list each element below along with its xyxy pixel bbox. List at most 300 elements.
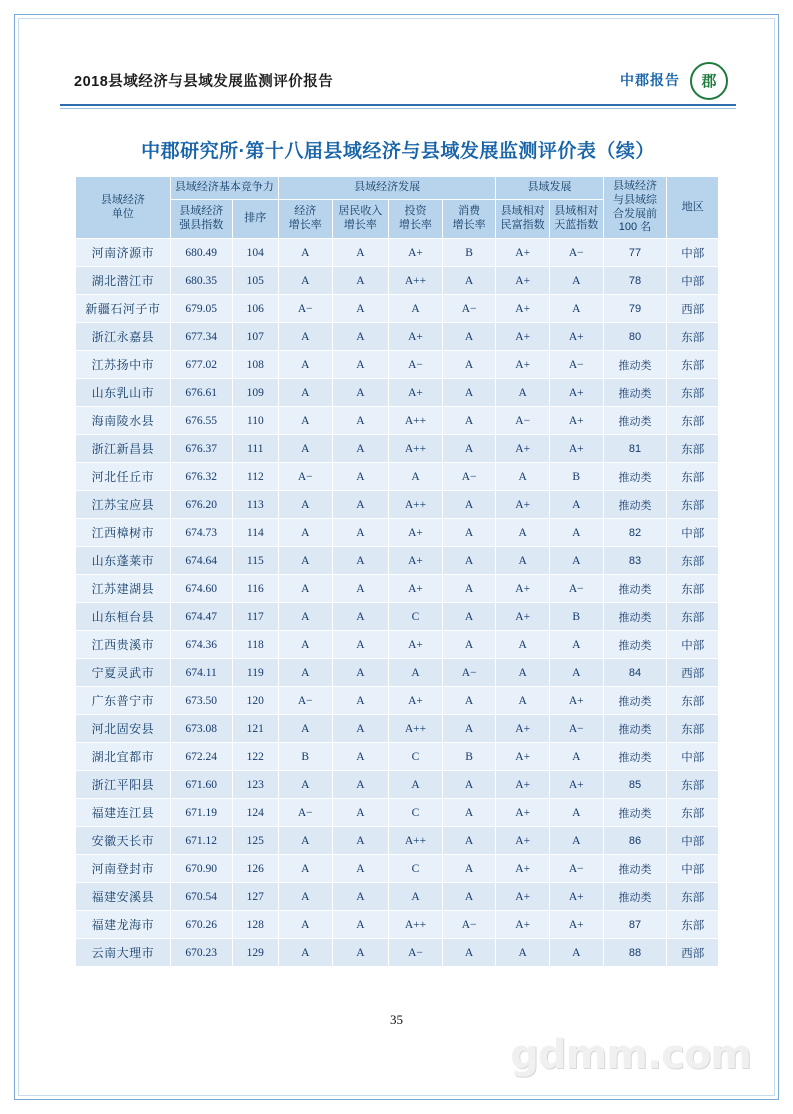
cell-relative-wealth: A+	[496, 239, 550, 267]
table-row	[76, 435, 719, 463]
cell-income-growth: A	[332, 771, 389, 799]
cell-strong-index: 674.11	[170, 659, 232, 687]
cell-relative-sky: A	[549, 491, 603, 519]
table-row	[76, 575, 719, 603]
cell-invest-growth: A++	[389, 715, 443, 743]
cell-econ-growth: A	[278, 659, 332, 687]
cell-region: 东部	[667, 883, 719, 911]
cell-rank: 119	[232, 659, 278, 687]
cell-region: 东部	[667, 435, 719, 463]
cell-relative-wealth: A+	[496, 715, 550, 743]
cell-relative-sky: A+	[549, 323, 603, 351]
cell-region: 东部	[667, 687, 719, 715]
cell-econ-growth: A	[278, 491, 332, 519]
cell-top100: 推动类	[603, 603, 667, 631]
cell-unit: 江西贵溪市	[76, 631, 171, 659]
cell-strong-index: 676.61	[170, 379, 232, 407]
cell-rank: 110	[232, 407, 278, 435]
cell-consume-growth: A	[442, 519, 496, 547]
cell-relative-sky: A+	[549, 883, 603, 911]
table-row	[76, 659, 719, 687]
table-header-row-group	[76, 177, 719, 200]
header-divider-secondary	[60, 108, 736, 109]
table-row	[76, 267, 719, 295]
col-header-strong-index: 县域经济 强县指数	[170, 200, 232, 239]
col-header-unit	[76, 177, 171, 239]
cell-strong-index: 676.32	[170, 463, 232, 491]
table-row	[76, 323, 719, 351]
cell-econ-growth: A	[278, 407, 332, 435]
cell-unit: 江西樟树市	[76, 519, 171, 547]
cell-strong-index: 670.23	[170, 939, 232, 967]
cell-income-growth: A	[332, 435, 389, 463]
cell-unit: 江苏扬中市	[76, 351, 171, 379]
table-row	[76, 603, 719, 631]
cell-econ-growth: A	[278, 939, 332, 967]
cell-unit: 云南大理市	[76, 939, 171, 967]
cell-strong-index: 672.24	[170, 743, 232, 771]
col-group-basic-competitiveness: 县域经济基本竞争力	[170, 177, 278, 200]
cell-relative-wealth: A	[496, 631, 550, 659]
col-group-county-development: 县域发展	[496, 177, 603, 200]
cell-relative-wealth: A+	[496, 267, 550, 295]
cell-unit: 河南济源市	[76, 239, 171, 267]
cell-invest-growth: A	[389, 659, 443, 687]
cell-rank: 121	[232, 715, 278, 743]
table-title: 中郡研究所·第十八届县域经济与县域发展监测评价表（续）	[141, 141, 655, 162]
cell-strong-index: 677.02	[170, 351, 232, 379]
cell-relative-wealth: A	[496, 659, 550, 687]
cell-strong-index: 676.20	[170, 491, 232, 519]
cell-relative-sky: B	[549, 603, 603, 631]
cell-unit: 浙江新昌县	[76, 435, 171, 463]
cell-relative-sky: A−	[549, 855, 603, 883]
table-row	[76, 883, 719, 911]
cell-unit: 福建连江县	[76, 799, 171, 827]
cell-consume-growth: A	[442, 435, 496, 463]
cell-invest-growth: A	[389, 463, 443, 491]
cell-invest-growth: C	[389, 743, 443, 771]
col-header-relative-sky: 县域相对 天蓝指数	[549, 200, 603, 239]
cell-econ-growth: A	[278, 435, 332, 463]
cell-income-growth: A	[332, 239, 389, 267]
col-header-rank: 排序	[232, 200, 278, 239]
cell-econ-growth: A	[278, 267, 332, 295]
cell-econ-growth: A	[278, 519, 332, 547]
cell-rank: 126	[232, 855, 278, 883]
cell-econ-growth: A	[278, 323, 332, 351]
cell-rank: 123	[232, 771, 278, 799]
table-row	[76, 911, 719, 939]
cell-relative-sky: A	[549, 295, 603, 323]
cell-rank: 124	[232, 799, 278, 827]
cell-relative-sky: A+	[549, 687, 603, 715]
table-row	[76, 351, 719, 379]
cell-consume-growth: A	[442, 351, 496, 379]
col-header-top100: 县域经济 与县域综 合发展前 100 名	[603, 177, 667, 239]
cell-unit: 江苏宝应县	[76, 491, 171, 519]
cell-invest-growth: A	[389, 883, 443, 911]
cell-econ-growth: A	[278, 771, 332, 799]
cell-rank: 104	[232, 239, 278, 267]
cell-strong-index: 674.60	[170, 575, 232, 603]
table-row	[76, 379, 719, 407]
cell-relative-sky: B	[549, 463, 603, 491]
cell-strong-index: 673.50	[170, 687, 232, 715]
cell-top100: 82	[603, 519, 667, 547]
cell-relative-wealth: A	[496, 519, 550, 547]
cell-top100: 86	[603, 827, 667, 855]
ranking-table	[75, 176, 719, 967]
cell-top100: 77	[603, 239, 667, 267]
cell-region: 东部	[667, 715, 719, 743]
table-body	[76, 239, 719, 967]
cell-income-growth: A	[332, 631, 389, 659]
cell-econ-growth: A	[278, 827, 332, 855]
cell-econ-growth: A	[278, 631, 332, 659]
cell-invest-growth: A+	[389, 239, 443, 267]
cell-invest-growth: A++	[389, 491, 443, 519]
cell-consume-growth: A	[442, 687, 496, 715]
cell-rank: 118	[232, 631, 278, 659]
cell-consume-growth: A	[442, 491, 496, 519]
cell-relative-wealth: A+	[496, 771, 550, 799]
cell-relative-wealth: A+	[496, 855, 550, 883]
cell-income-growth: A	[332, 547, 389, 575]
cell-unit: 宁夏灵武市	[76, 659, 171, 687]
cell-rank: 107	[232, 323, 278, 351]
cell-income-growth: A	[332, 855, 389, 883]
cell-income-growth: A	[332, 407, 389, 435]
cell-region: 中部	[667, 239, 719, 267]
cell-strong-index: 674.36	[170, 631, 232, 659]
cell-relative-wealth: A+	[496, 827, 550, 855]
cell-top100: 79	[603, 295, 667, 323]
col-header-income-growth: 居民收入 增长率	[332, 200, 389, 239]
cell-invest-growth: A+	[389, 631, 443, 659]
cell-unit: 福建龙海市	[76, 911, 171, 939]
table-row	[76, 855, 719, 883]
table-row	[76, 295, 719, 323]
cell-rank: 105	[232, 267, 278, 295]
cell-unit: 广东普宁市	[76, 687, 171, 715]
cell-invest-growth: A+	[389, 323, 443, 351]
cell-relative-sky: A−	[549, 575, 603, 603]
cell-strong-index: 671.60	[170, 771, 232, 799]
cell-top100: 推动类	[603, 687, 667, 715]
cell-consume-growth: A	[442, 855, 496, 883]
cell-top100: 推动类	[603, 883, 667, 911]
cell-income-growth: A	[332, 491, 389, 519]
cell-invest-growth: A+	[389, 519, 443, 547]
cell-unit: 江苏建湖县	[76, 575, 171, 603]
cell-income-growth: A	[332, 883, 389, 911]
cell-top100: 推动类	[603, 491, 667, 519]
cell-rank: 112	[232, 463, 278, 491]
cell-relative-wealth: A+	[496, 883, 550, 911]
cell-top100: 83	[603, 547, 667, 575]
cell-relative-sky: A+	[549, 911, 603, 939]
cell-rank: 125	[232, 827, 278, 855]
cell-relative-sky: A	[549, 743, 603, 771]
cell-income-growth: A	[332, 911, 389, 939]
cell-unit: 海南陵水县	[76, 407, 171, 435]
cell-rank: 113	[232, 491, 278, 519]
cell-invest-growth: A+	[389, 575, 443, 603]
col-header-region: 地区	[667, 177, 719, 239]
cell-consume-growth: A	[442, 323, 496, 351]
cell-strong-index: 674.73	[170, 519, 232, 547]
cell-econ-growth: A−	[278, 295, 332, 323]
cell-top100: 推动类	[603, 855, 667, 883]
cell-invest-growth: A++	[389, 911, 443, 939]
cell-relative-sky: A	[549, 519, 603, 547]
cell-region: 东部	[667, 771, 719, 799]
cell-income-growth: A	[332, 267, 389, 295]
cell-income-growth: A	[332, 715, 389, 743]
cell-invest-growth: A−	[389, 939, 443, 967]
cell-income-growth: A	[332, 799, 389, 827]
cell-region: 中部	[667, 631, 719, 659]
cell-econ-growth: A	[278, 239, 332, 267]
cell-income-growth: A	[332, 463, 389, 491]
cell-region: 东部	[667, 323, 719, 351]
cell-relative-sky: A+	[549, 771, 603, 799]
cell-consume-growth: B	[442, 743, 496, 771]
table-row	[76, 463, 719, 491]
cell-top100: 87	[603, 911, 667, 939]
cell-econ-growth: A	[278, 379, 332, 407]
cell-rank: 129	[232, 939, 278, 967]
cell-top100: 推动类	[603, 743, 667, 771]
cell-top100: 推动类	[603, 715, 667, 743]
cell-unit: 湖北宜都市	[76, 743, 171, 771]
cell-strong-index: 680.49	[170, 239, 232, 267]
cell-income-growth: A	[332, 351, 389, 379]
cell-invest-growth: A−	[389, 351, 443, 379]
cell-consume-growth: A	[442, 267, 496, 295]
cell-relative-wealth: A+	[496, 911, 550, 939]
cell-relative-wealth: A	[496, 379, 550, 407]
cell-rank: 127	[232, 883, 278, 911]
cell-top100: 推动类	[603, 631, 667, 659]
brand-logo-glyph: 郡	[701, 72, 717, 90]
ranking-table-container	[75, 176, 719, 967]
cell-econ-growth: A	[278, 911, 332, 939]
cell-consume-growth: A	[442, 939, 496, 967]
cell-relative-sky: A+	[549, 407, 603, 435]
cell-invest-growth: A++	[389, 827, 443, 855]
cell-region: 东部	[667, 463, 719, 491]
cell-relative-sky: A	[549, 631, 603, 659]
header-title: 2018县域经济与县域发展监测评价报告	[74, 74, 334, 90]
cell-relative-wealth: A	[496, 687, 550, 715]
cell-region: 中部	[667, 519, 719, 547]
cell-invest-growth: C	[389, 799, 443, 827]
cell-income-growth: A	[332, 687, 389, 715]
cell-rank: 116	[232, 575, 278, 603]
table-row	[76, 715, 719, 743]
cell-invest-growth: A++	[389, 435, 443, 463]
cell-rank: 111	[232, 435, 278, 463]
cell-top100: 88	[603, 939, 667, 967]
cell-relative-wealth: A+	[496, 351, 550, 379]
cell-region: 东部	[667, 351, 719, 379]
cell-region: 中部	[667, 267, 719, 295]
cell-region: 中部	[667, 743, 719, 771]
cell-region: 中部	[667, 827, 719, 855]
cell-consume-growth: A	[442, 575, 496, 603]
cell-strong-index: 677.34	[170, 323, 232, 351]
cell-relative-sky: A+	[549, 379, 603, 407]
cell-top100: 推动类	[603, 407, 667, 435]
cell-econ-growth: A−	[278, 463, 332, 491]
col-header-econ-growth: 经济 增长率	[278, 200, 332, 239]
cell-unit: 安徽天长市	[76, 827, 171, 855]
cell-consume-growth: A	[442, 631, 496, 659]
cell-region: 东部	[667, 799, 719, 827]
cell-relative-sky: A−	[549, 239, 603, 267]
cell-econ-growth: B	[278, 743, 332, 771]
cell-relative-sky: A	[549, 827, 603, 855]
cell-top100: 推动类	[603, 575, 667, 603]
cell-econ-growth: A	[278, 351, 332, 379]
cell-consume-growth: A	[442, 715, 496, 743]
cell-relative-wealth: A	[496, 939, 550, 967]
cell-relative-wealth: A+	[496, 799, 550, 827]
cell-relative-sky: A−	[549, 715, 603, 743]
cell-invest-growth: A	[389, 771, 443, 799]
cell-invest-growth: A++	[389, 267, 443, 295]
cell-top100: 85	[603, 771, 667, 799]
cell-invest-growth: C	[389, 855, 443, 883]
cell-consume-growth: A	[442, 883, 496, 911]
cell-region: 西部	[667, 659, 719, 687]
cell-region: 东部	[667, 379, 719, 407]
cell-relative-wealth: A+	[496, 323, 550, 351]
cell-income-growth: A	[332, 295, 389, 323]
cell-econ-growth: A	[278, 715, 332, 743]
cell-strong-index: 671.19	[170, 799, 232, 827]
table-header	[76, 177, 719, 239]
cell-income-growth: A	[332, 379, 389, 407]
cell-relative-sky: A	[549, 939, 603, 967]
cell-rank: 114	[232, 519, 278, 547]
cell-region: 中部	[667, 855, 719, 883]
cell-income-growth: A	[332, 659, 389, 687]
cell-top100: 81	[603, 435, 667, 463]
cell-consume-growth: A−	[442, 295, 496, 323]
cell-unit: 浙江永嘉县	[76, 323, 171, 351]
cell-top100: 推动类	[603, 799, 667, 827]
cell-unit: 山东桓台县	[76, 603, 171, 631]
cell-invest-growth: A+	[389, 547, 443, 575]
table-row	[76, 547, 719, 575]
table-row	[76, 687, 719, 715]
cell-relative-wealth: A	[496, 547, 550, 575]
cell-region: 东部	[667, 575, 719, 603]
cell-top100: 推动类	[603, 463, 667, 491]
cell-relative-sky: A	[549, 547, 603, 575]
cell-relative-sky: A	[549, 659, 603, 687]
cell-rank: 128	[232, 911, 278, 939]
cell-relative-wealth: A	[496, 463, 550, 491]
page-header	[60, 62, 736, 104]
cell-strong-index: 676.55	[170, 407, 232, 435]
cell-consume-growth: A	[442, 547, 496, 575]
watermark: gdmm.com	[510, 1032, 751, 1078]
cell-top100: 推动类	[603, 351, 667, 379]
cell-strong-index: 676.37	[170, 435, 232, 463]
cell-relative-wealth: A+	[496, 435, 550, 463]
cell-consume-growth: A−	[442, 659, 496, 687]
cell-unit: 河北固安县	[76, 715, 171, 743]
cell-econ-growth: A	[278, 575, 332, 603]
table-row	[76, 239, 719, 267]
cell-econ-growth: A	[278, 855, 332, 883]
cell-strong-index: 670.54	[170, 883, 232, 911]
cell-income-growth: A	[332, 323, 389, 351]
table-row	[76, 799, 719, 827]
cell-strong-index: 670.90	[170, 855, 232, 883]
cell-rank: 115	[232, 547, 278, 575]
cell-invest-growth: A++	[389, 407, 443, 435]
cell-consume-growth: A	[442, 379, 496, 407]
cell-strong-index: 670.26	[170, 911, 232, 939]
cell-econ-growth: A	[278, 547, 332, 575]
table-row	[76, 519, 719, 547]
cell-unit: 河北任丘市	[76, 463, 171, 491]
cell-income-growth: A	[332, 519, 389, 547]
cell-rank: 106	[232, 295, 278, 323]
brand-logo-icon	[690, 62, 728, 100]
cell-income-growth: A	[332, 575, 389, 603]
cell-unit: 福建安溪县	[76, 883, 171, 911]
table-row	[76, 407, 719, 435]
cell-invest-growth: A	[389, 295, 443, 323]
cell-invest-growth: A+	[389, 379, 443, 407]
cell-consume-growth: A−	[442, 463, 496, 491]
cell-top100: 78	[603, 267, 667, 295]
table-row	[76, 827, 719, 855]
cell-region: 东部	[667, 547, 719, 575]
cell-rank: 108	[232, 351, 278, 379]
cell-region: 东部	[667, 407, 719, 435]
cell-strong-index: 680.35	[170, 267, 232, 295]
cell-unit: 浙江平阳县	[76, 771, 171, 799]
cell-consume-growth: A	[442, 603, 496, 631]
col-header-unit-line2: 单位	[111, 207, 134, 220]
table-row	[76, 491, 719, 519]
col-header-relative-wealth: 县域相对 民富指数	[496, 200, 550, 239]
cell-top100: 80	[603, 323, 667, 351]
page-number: 35	[390, 1012, 403, 1027]
cell-strong-index: 674.64	[170, 547, 232, 575]
table-row	[76, 631, 719, 659]
cell-econ-growth: A	[278, 603, 332, 631]
cell-relative-wealth: A+	[496, 743, 550, 771]
table-row	[76, 743, 719, 771]
cell-region: 西部	[667, 939, 719, 967]
header-divider	[60, 104, 736, 106]
cell-consume-growth: A−	[442, 911, 496, 939]
cell-top100: 推动类	[603, 379, 667, 407]
cell-relative-sky: A	[549, 799, 603, 827]
cell-strong-index: 674.47	[170, 603, 232, 631]
cell-strong-index: 679.05	[170, 295, 232, 323]
cell-income-growth: A	[332, 603, 389, 631]
cell-relative-sky: A	[549, 267, 603, 295]
